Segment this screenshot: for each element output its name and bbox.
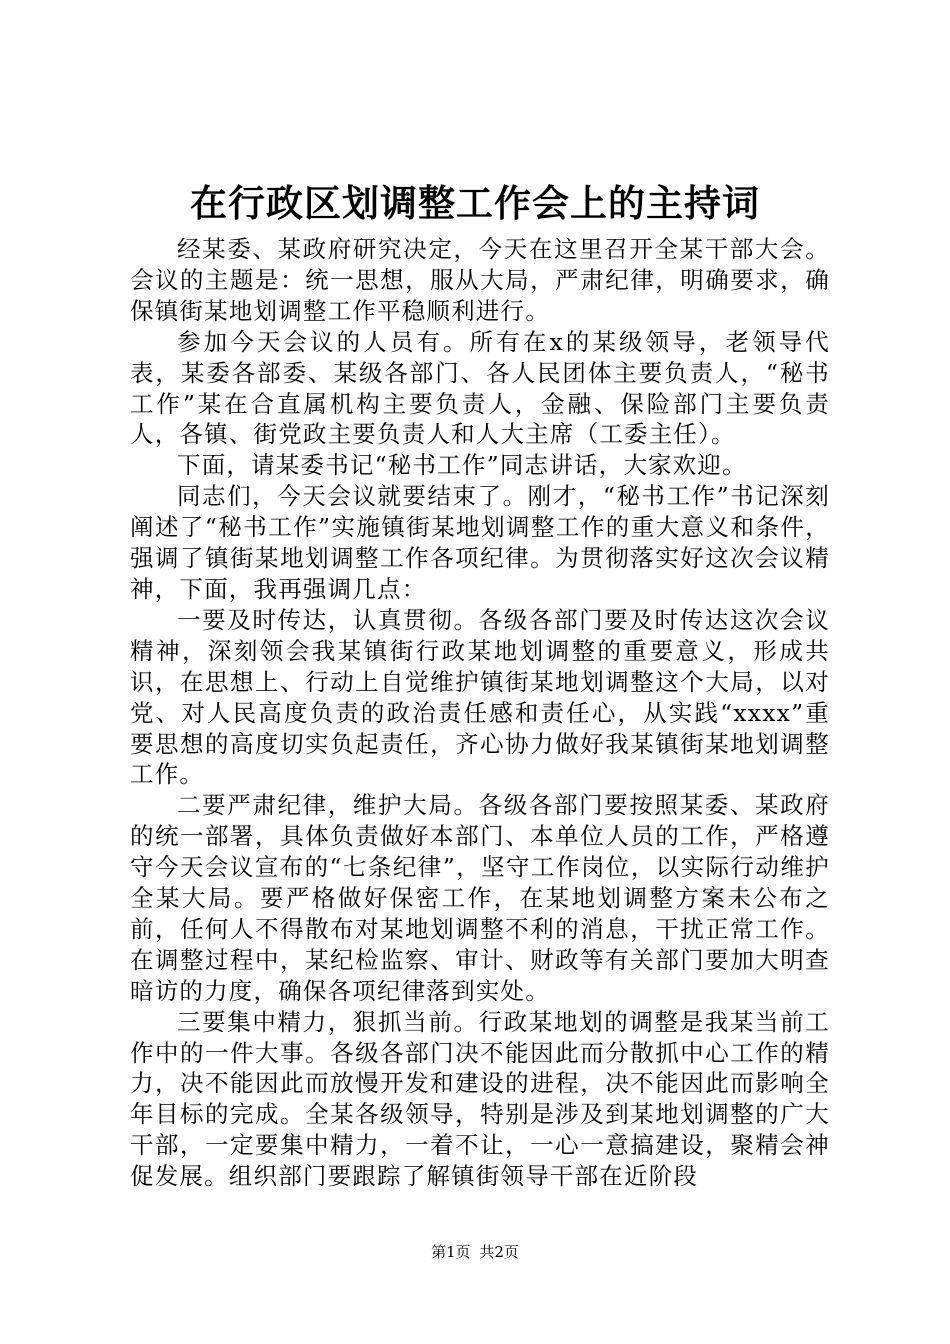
paragraph-2: 参加今天会议的人员有。所有在x的某级领导，老领导代表，某委各部委、某级各部门、各人民团体主要负责人，“秘书工作”某在合直属机构主要负责人，金融、保险部门主要负责人，各镇、街党政主要负责人和人大主席（工委主任）。	[130, 327, 830, 449]
document-body	[130, 234, 830, 1192]
page-number: 第1页	[431, 1243, 471, 1261]
page-footer	[0, 1242, 950, 1262]
page-total: 共2页	[479, 1243, 519, 1261]
paragraph-3: 下面，请某委书记“秘书工作”同志讲话，大家欢迎。	[177, 451, 747, 480]
paragraph-4: 同志们，今天会议就要结束了。刚才，“秘书工作”书记深刻阐述了“秘书工作”实施镇街某地划调整工作的重大意义和条件，强调了镇街某地划调整工作各项纪律。为贯彻落实好这次会议精神，下面，我再强调几点：	[130, 482, 830, 603]
paragraph-7: 三要集中精力，狠抓当前。行政某地划的调整是我某当前工作中的一件大事。各级各部门决不能因此而分散抓中心工作的精力，决不能因此而放慢开发和建设的进程，决不能因此而影响全年目标的完成。全某各级领导，特别是涉及到某地划调整的广大干部，一定要集中精力，一着不让，一心一意搞建设，聚精会神促发展。组织部门要跟踪了解镇街领导干部在近阶段	[130, 1007, 830, 1191]
document-title: 在行政区划调整工作会上的主持词	[190, 181, 760, 225]
paragraph-6: 二要严肃纪律，维护大局。各级各部门要按照某委、某政府的统一部署，具体负责做好本部门、本单位人员的工作，严格遵守今天会议宣布的“七条纪律”，坚守工作岗位，以实际行动维护全某大局。要严格做好保密工作，在某地划调整方案未公布之前，任何人不得散布对某地划调整不利的消息，干扰正常工作。在调整过程中，某纪检监察、审计、财政等有关部门要加大明查暗访的力度，确保各项纪律落到实处。	[130, 791, 830, 1005]
paragraph-1: 经某委、某政府研究决定，今天在这里召开全某干部大会。会议的主题是：统一思想，服从大局，严肃纪律，明确要求，确保镇街某地划调整工作平稳顺利进行。	[130, 235, 830, 325]
paragraph-5: 一要及时传达，认真贯彻。各级各部门要及时传达这次会议精神，深刻领会我某镇街行政某地划调整的重要意义，形成共识，在思想上、行动上自觉维护镇街某地划调整这个大局，以对党、对人民高度负责的政治责任感和责任心，从实践“xxxx”重要思想的高度切实负起责任，齐心协力做好我某镇街某地划调整工作。	[130, 605, 830, 789]
